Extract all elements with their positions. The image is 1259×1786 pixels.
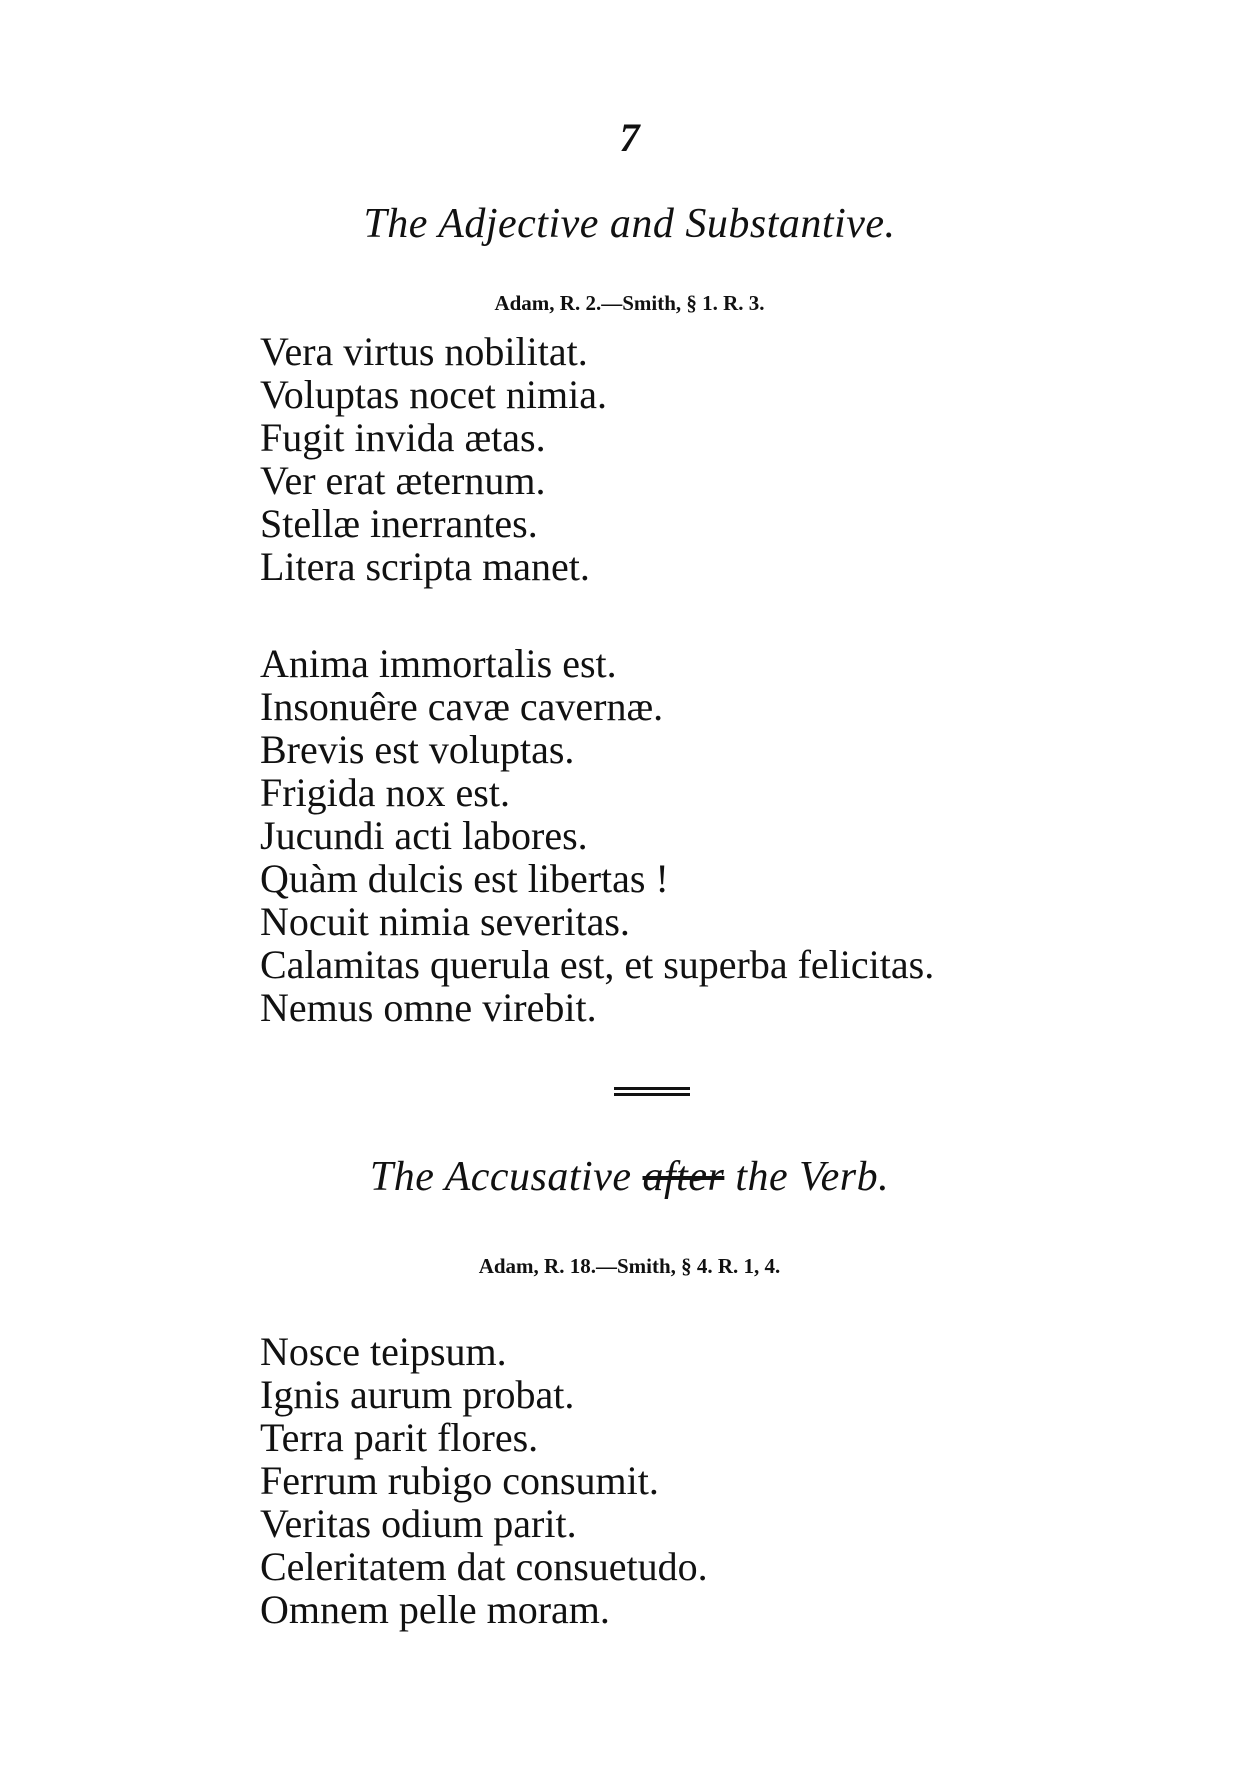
grammar-reference: Adam, R. 18.—Smith, § 4. R. 1, 4. [478,1254,781,1278]
sentence-list-group-1 [260,330,607,588]
sentence: Insonuêre cavæ cavernæ. [260,684,664,729]
sentence: Litera scripta manet. [260,544,590,589]
sentence: Ver erat æternum. [260,458,546,503]
sentence: Veritas odium parit. [260,1501,577,1546]
struck-word: after [642,1154,725,1200]
section-divider [614,1087,690,1099]
sentence: Ferrum rubigo consumit. [260,1458,659,1503]
sentence: Nosce teipsum. [260,1329,507,1374]
sentence: Nocuit nimia severitas. [260,899,630,944]
grammar-reference: Adam, R. 2.—Smith, § 1. R. 3. [494,291,765,315]
sentence: Stellæ inerrantes. [260,501,538,546]
sentence: Omnem pelle moram. [260,1587,610,1632]
sentence: Jucundi acti labores. [260,813,588,858]
sentence: Fugit invida ætas. [260,415,546,460]
sentence: Nemus omne virebit. [260,985,597,1030]
sentence: Quàm dulcis est libertas ! [260,856,669,901]
section-title-accusative-verb [0,1156,1259,1198]
sentence: Ignis aurum probat. [260,1372,575,1417]
sentence: Brevis est voluptas. [260,727,575,772]
title-part-1: The Accusative [369,1154,632,1200]
title-part-2: the Verb. [735,1154,890,1200]
sentence: Voluptas nocet nimia. [260,372,607,417]
sentence-list-group-2 [260,642,934,1029]
sentence: Frigida nox est. [260,770,510,815]
sentence: Vera virtus nobilitat. [260,329,588,374]
section-title-adjective-substantive: The Adjective and Substantive. [363,201,896,247]
sentence: Celeritatem dat consuetudo. [260,1544,708,1589]
sentence: Calamitas querula est, et superba felicitas. [260,942,935,987]
page-number: 7 [619,115,640,160]
sentence: Anima immortalis est. [260,641,617,686]
sentence-list-accusative [260,1330,708,1631]
sentence: Terra parit flores. [260,1415,539,1460]
